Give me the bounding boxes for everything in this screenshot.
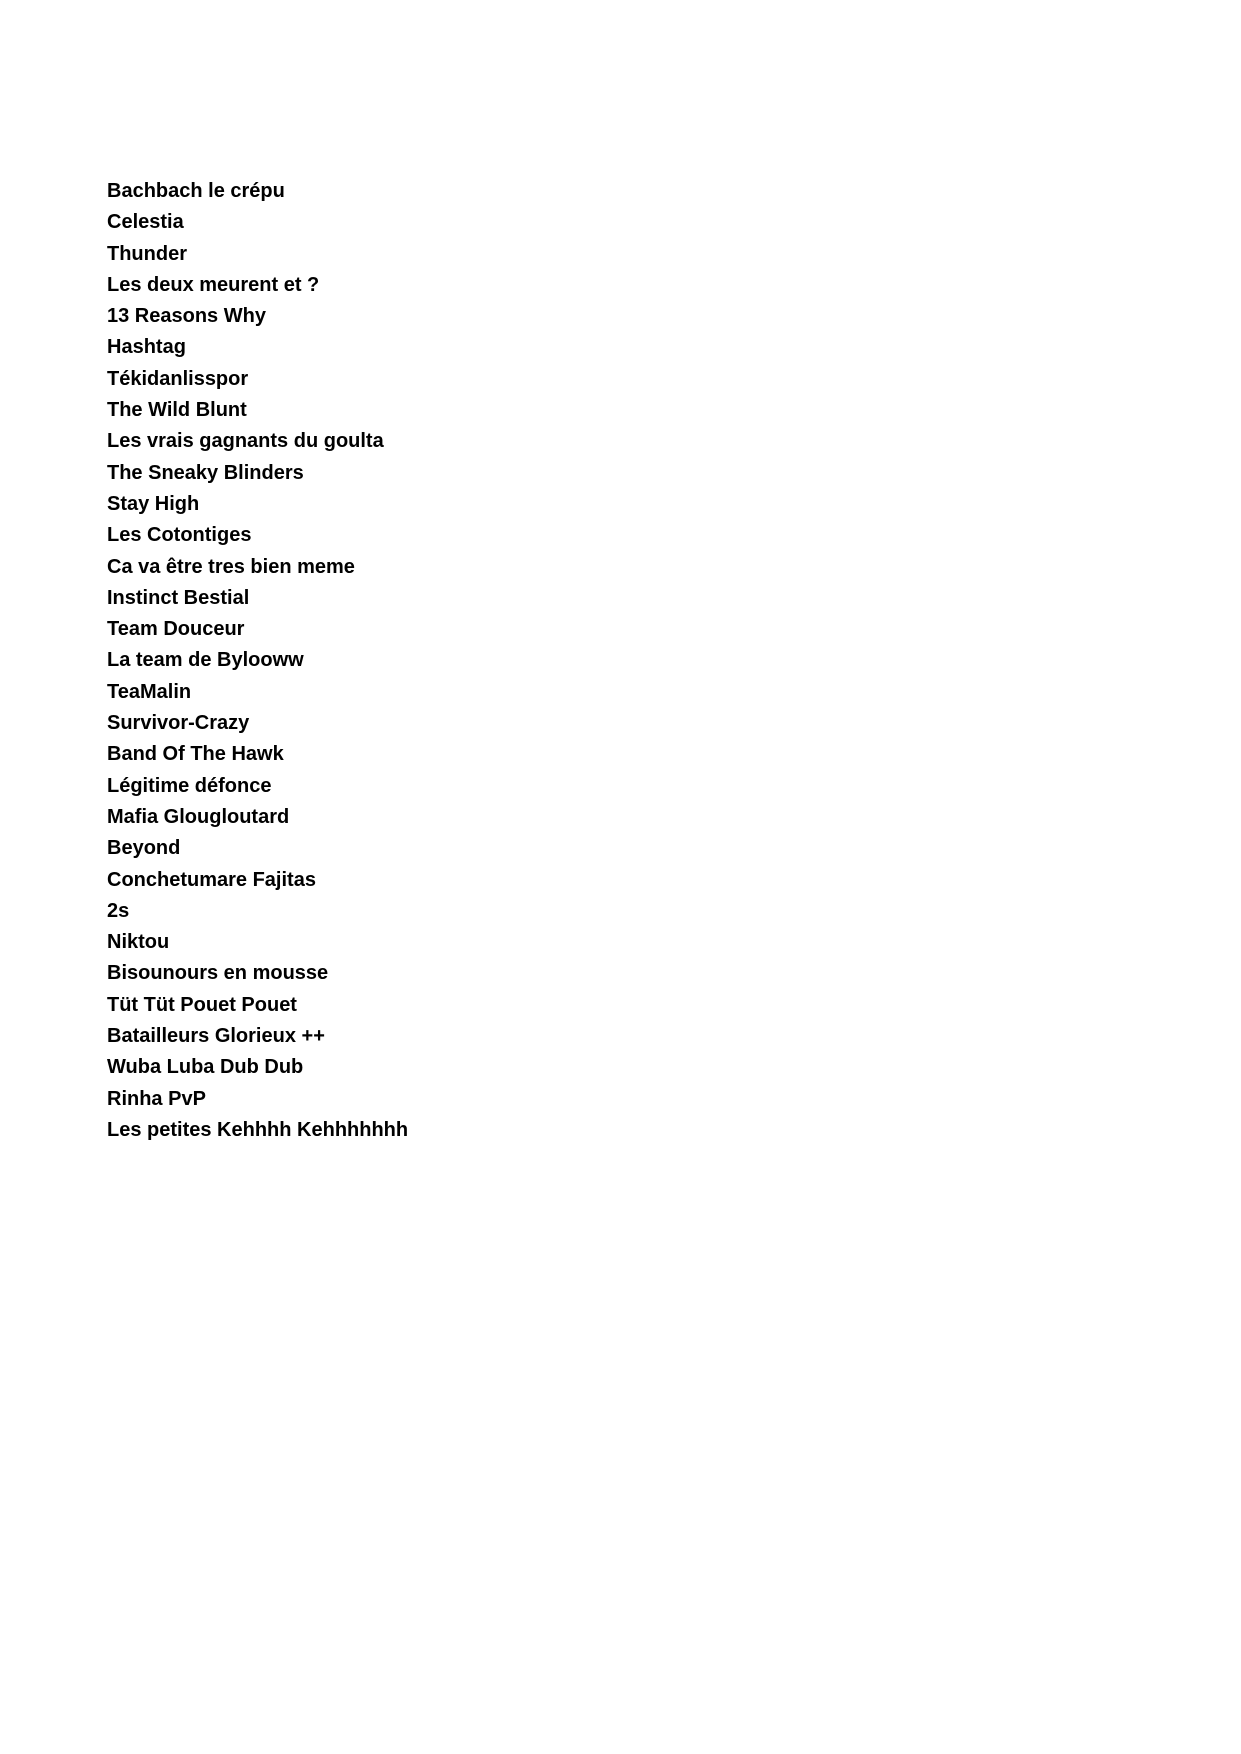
team-name: Tüt Tüt Pouet Pouet <box>107 993 297 1016</box>
team-name: Les deux meurent et ? <box>107 273 320 296</box>
team-name: Wuba Luba Dub Dub <box>107 1056 304 1079</box>
team-name: Band Of The Hawk <box>107 743 284 766</box>
team-name: Les vrais gagnants du goulta <box>107 430 384 453</box>
team-name: Instinct Bestial <box>107 586 250 609</box>
team-name: La team de Bylooww <box>107 649 304 672</box>
team-name: Les petites Kehhhh Kehhhhhhh <box>107 1118 409 1141</box>
team-name: 2s <box>107 899 130 922</box>
team-name: Bachbach le crépu <box>107 180 285 202</box>
team-name: Niktou <box>107 931 170 954</box>
team-name: Beyond <box>107 837 181 860</box>
team-name: TeaMalin <box>107 680 192 703</box>
team-name: 13 Reasons Why <box>107 305 266 328</box>
team-name: The Sneaky Blinders <box>107 461 304 484</box>
team-name: Les Cotontiges <box>107 524 252 547</box>
team-name: Tékidanlisspor <box>107 367 249 390</box>
team-name: Bisounours en mousse <box>107 962 329 985</box>
team-name: Batailleurs Glorieux ++ <box>107 1025 325 1048</box>
team-name: The Wild Blunt <box>107 399 247 422</box>
team-name: Survivor-Crazy <box>107 712 250 735</box>
team-name: Légitime défonce <box>107 774 272 797</box>
team-name: Thunder <box>107 242 187 265</box>
team-name: Stay High <box>107 492 200 515</box>
team-name: Celestia <box>107 211 184 234</box>
team-name: Conchetumare Fajitas <box>107 868 316 891</box>
team-name: Rinha PvP <box>107 1087 206 1110</box>
team-name: Ca va être tres bien meme <box>107 555 355 578</box>
team-name: Mafia Glougloutard <box>107 805 290 828</box>
team-list <box>107 176 408 1146</box>
team-name: Hashtag <box>107 336 186 359</box>
team-name: Team Douceur <box>107 618 245 641</box>
